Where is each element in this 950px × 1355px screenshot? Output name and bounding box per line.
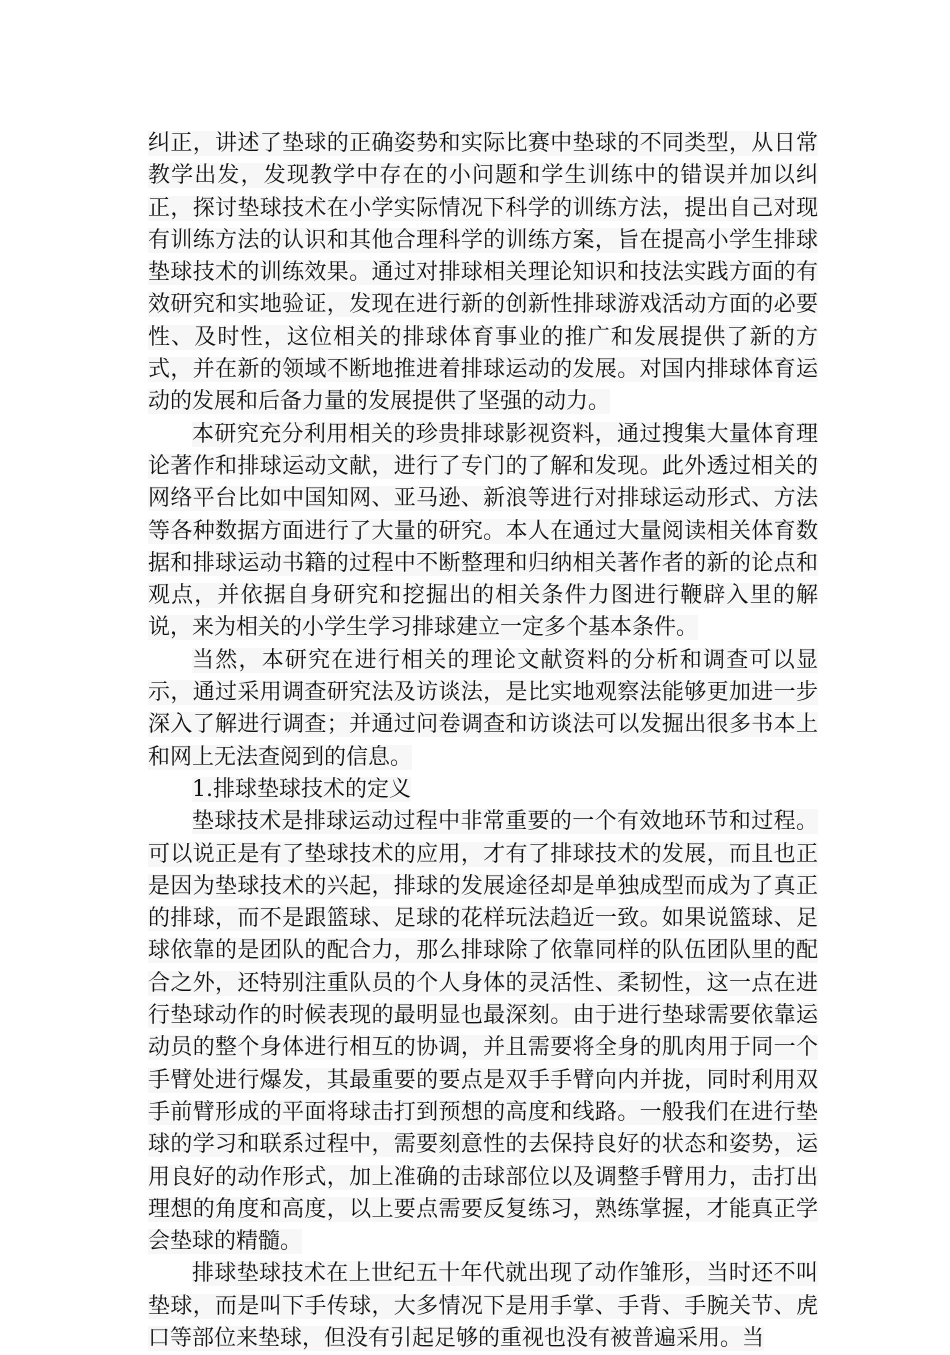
section-heading-text: 1.排球垫球技术的定义	[192, 776, 411, 802]
document-body	[148, 128, 818, 1355]
paragraph-text: 排球垫球技术在上世纪五十年代就出现了动作雏形，当时还不叫垫球，而是叫下手传球，大多情况下是用手掌、手背、手腕关节、虎口等部位来垫球，但没有引起足够的重视也没有被普遍采用。当	[148, 1261, 818, 1351]
paragraph-research-methods	[148, 645, 818, 774]
paragraph-text: 本研究充分利用相关的珍贵排球影视资料，通过搜集大量体育理论著作和排球运动文献，进行了专门的了解和发现。此外透过相关的网络平台比如中国知网、亚马逊、新浪等进行对排球运动形式、方法等各种数据方面进行了大量的研究。本人在通过大量阅读相关体育数据和排球运动书籍的过程中不断整理和归纳相关著作者的新的论点和观点，并依据自身研究和挖掘出的相关条件力图进行鞭辟入里的解说，来为相关的小学生学习排球建立一定多个基本条件。	[148, 421, 818, 641]
paragraph-definition	[148, 806, 818, 1258]
paragraph-text: 当然，本研究在进行相关的理论文献资料的分析和调查可以显示，通过采用调查研究法及访谈法，是比实地观察法能够更加进一步深入了解进行调查；并通过问卷调查和访谈法可以发掘出很多书本上和网上无法查阅到的信息。	[148, 647, 818, 770]
paragraph-continued	[148, 128, 818, 419]
paragraph-text: 垫球技术是排球运动过程中非常重要的一个有效地环节和过程。可以说正是有了垫球技术的应用，才有了排球技术的发展，而且也正是因为垫球技术的兴起，排球的发展途径却是单独成型而成为了真正的排球，而不是跟篮球、足球的花样玩法趋近一致。如果说篮球、足球依靠的是团队的配合力，那么排球除了依靠同样的队伍团队里的配合之外，还特别注重队员的个人身体的灵活性、柔韧性，这一点在进行垫球动作的时候表现的最明显也最深刻。由于进行垫球需要依靠运动员的整个身体进行相互的协调，并且需要将全身的肌肉用于同一个手臂处进行爆发，其最重要的要点是双手手臂向内并拢，同时利用双手前臂形成的平面将球击打到预想的高度和线路。一般我们在进行垫球的学习和联系过程中，需要刻意性的去保持良好的状态和姿势，运用良好的动作形式，加上准确的击球部位以及调整手臂用力，击打出理想的角度和高度，以上要点需要反复练习，熟练掌握，才能真正学会垫球的精髓。	[148, 809, 818, 1255]
paragraph-history	[148, 1258, 818, 1355]
section-heading	[148, 774, 818, 806]
paragraph-research-materials	[148, 419, 818, 645]
paragraph-text: 纠正，讲述了垫球的正确姿势和实际比赛中垫球的不同类型，从日常教学出发，发现教学中存在的小问题和学生训练中的错误并加以纠正，探讨垫球技术在小学实际情况下科学的训练方法，提出自己对现有训练方法的认识和其他合理科学的训练方案，旨在提高小学生排球垫球技术的训练效果。通过对排球相关理论知识和技法实践方面的有效研究和实地验证，发现在进行新的创新性排球游戏活动方面的必要性、及时性，这位相关的排球体育事业的推广和发展提供了新的方式，并在新的领域不断地推进着排球运动的发展。对国内排球体育运动的发展和后备力量的发展提供了坚强的动力。	[148, 131, 818, 415]
